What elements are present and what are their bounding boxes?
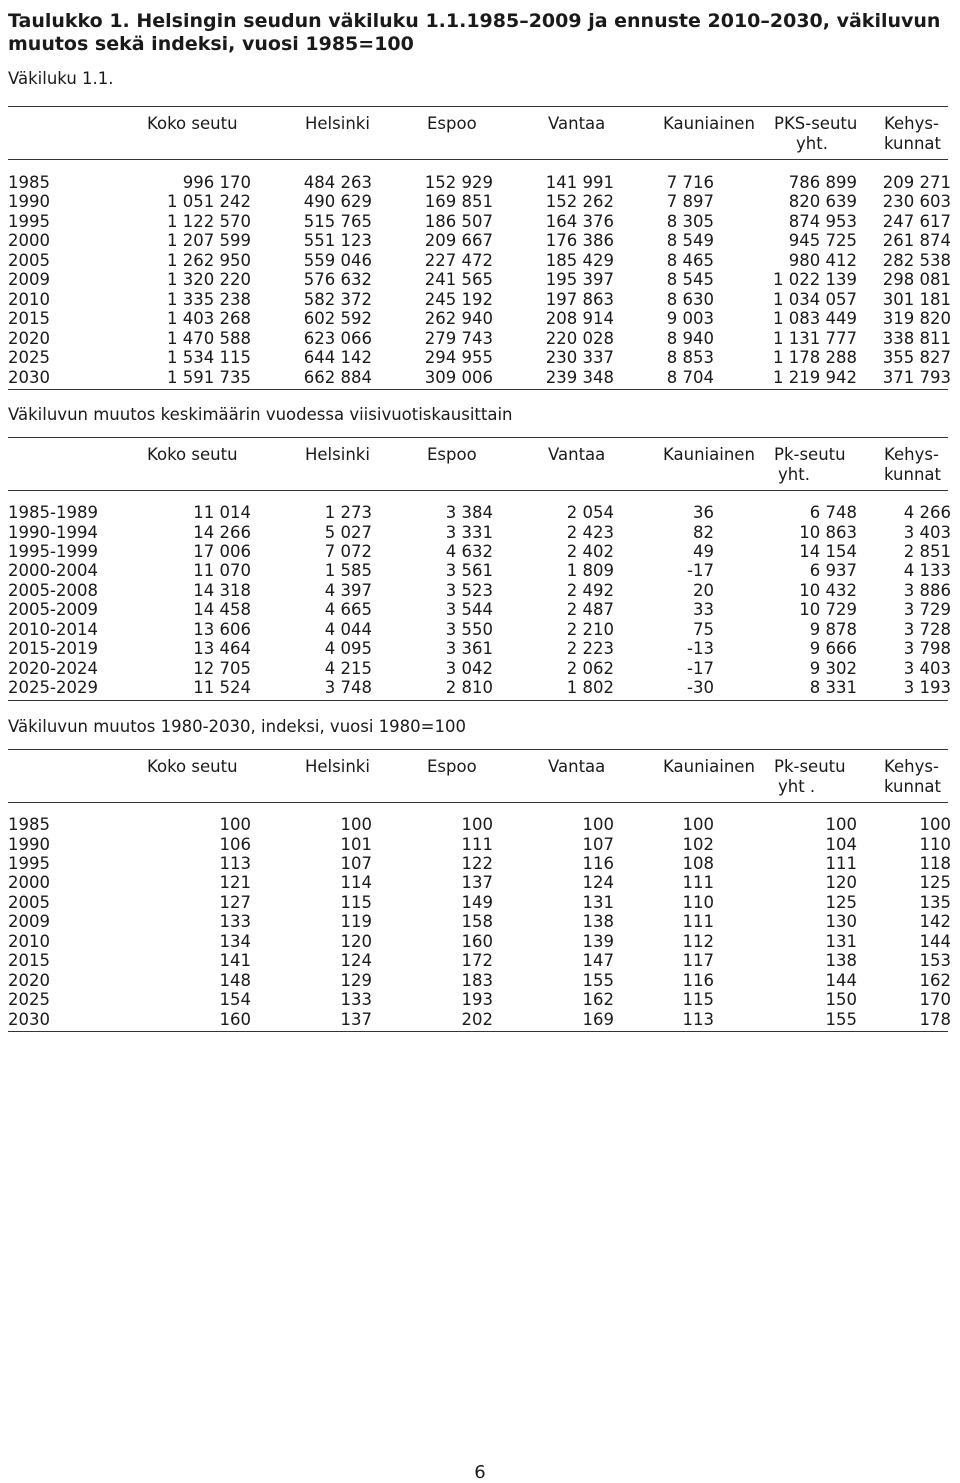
table-cell: 1 585 (324, 561, 372, 581)
table-cell: 82 (693, 522, 714, 542)
table-cell: 154 (219, 990, 251, 1009)
table-cell: 116 (582, 853, 614, 873)
table-cell: 155 (825, 1009, 857, 1029)
table-cell: 153 (919, 951, 951, 971)
table-top-rule (8, 106, 948, 107)
table-cell: 10 863 (799, 522, 857, 542)
row-label: 2015 (8, 309, 50, 329)
table-cell: 3 798 (903, 639, 951, 659)
table-cell: 8 940 (666, 328, 714, 348)
table-cell: 786 899 (788, 173, 857, 192)
table-top-rule (8, 749, 948, 750)
table-header-rule (8, 159, 948, 160)
table-cell: 4 266 (903, 503, 951, 522)
table-cell: 111 (682, 912, 714, 932)
table-cell: 208 914 (545, 309, 614, 329)
column-header: Koko seutu (147, 445, 238, 464)
table-cell: 150 (825, 990, 857, 1009)
row-label: 1985-1989 (8, 503, 98, 522)
table-cell: 6 748 (809, 503, 857, 522)
table-cell: 108 (682, 853, 714, 873)
table-cell: 282 538 (882, 250, 951, 270)
column-header: Kauniainen (663, 757, 755, 776)
table-cell: 294 955 (424, 348, 493, 367)
table-cell: 14 266 (193, 522, 251, 542)
table-cell: 662 884 (303, 367, 372, 387)
row-label: 1995-1999 (8, 541, 98, 561)
table-cell: 239 348 (545, 367, 614, 387)
table-cell: 152 262 (545, 192, 614, 212)
row-label: 2015-2019 (8, 639, 98, 659)
table-cell: 133 (340, 990, 372, 1009)
row-label: 2020 (8, 328, 50, 348)
table-cell: 162 (919, 970, 951, 990)
row-label: 2005 (8, 892, 50, 912)
table-caption: Väkiluku 1.1. (8, 69, 114, 88)
row-label: 2020-2024 (8, 658, 98, 678)
table-caption: Väkiluvun muutos 1980-2030, indeksi, vuosi 1980=100 (8, 717, 466, 736)
table-header-rule (8, 802, 948, 803)
row-label: 2010-2014 (8, 619, 98, 639)
table-cell: 9 003 (666, 309, 714, 329)
table-cell: 3 544 (445, 600, 493, 620)
column-header: Kehys- (884, 445, 939, 464)
table-cell: 33 (693, 600, 714, 620)
table-cell: 10 432 (799, 580, 857, 600)
table-cell: 130 (825, 912, 857, 932)
table-cell: 1 534 115 (167, 348, 251, 367)
row-label: 2000-2004 (8, 561, 98, 581)
table-bottom-rule (8, 389, 948, 390)
table-cell: 127 (219, 892, 251, 912)
table-cell: 2 851 (903, 541, 951, 561)
table-cell: 137 (340, 1009, 372, 1029)
table-cell: 3 561 (445, 561, 493, 581)
column-header-line2: yht. (796, 134, 828, 153)
table-cell: -17 (687, 561, 714, 581)
table-cell: 220 028 (545, 328, 614, 348)
table-cell: 1 051 242 (167, 192, 251, 212)
row-label: 2030 (8, 1009, 50, 1029)
table-cell: 9 666 (809, 639, 857, 659)
table-cell: 141 991 (545, 173, 614, 192)
column-header: Kehys- (884, 757, 939, 776)
table-cell: 209 667 (424, 231, 493, 251)
row-label: 1990 (8, 834, 50, 854)
table-cell: 623 066 (303, 328, 372, 348)
table-cell: 183 (461, 970, 493, 990)
table-cell: 158 (461, 912, 493, 932)
page-number: 6 (474, 1462, 486, 1483)
table-cell: 138 (582, 912, 614, 932)
table-cell: 119 (340, 912, 372, 932)
column-header-line2: yht. (778, 465, 810, 484)
column-header: Kauniainen (663, 114, 755, 133)
table-cell: 138 (825, 951, 857, 971)
table-top-rule (8, 437, 948, 438)
table-cell: 193 (461, 990, 493, 1009)
column-header: Pk-seutu (774, 445, 846, 464)
row-label: 2009 (8, 270, 50, 290)
table-cell: 7 897 (666, 192, 714, 212)
table-caption: Väkiluvun muutos keskimäärin vuodessa viisivuotiskausittain (8, 405, 513, 424)
table-cell: 2 423 (566, 522, 614, 542)
table-cell: 100 (919, 815, 951, 834)
table-cell: 1 122 570 (167, 211, 251, 231)
table-cell: 152 929 (424, 173, 493, 192)
table-cell: 820 639 (788, 192, 857, 212)
table-cell: 14 458 (193, 600, 251, 620)
table-cell: 298 081 (882, 270, 951, 290)
table-cell: 131 (582, 892, 614, 912)
column-header: Espoo (427, 445, 477, 464)
table-cell: 133 (219, 912, 251, 932)
table-cell: 1 207 599 (167, 231, 251, 251)
table-cell: 100 (340, 815, 372, 834)
table-cell: 3 748 (324, 678, 372, 697)
row-label: 2005 (8, 250, 50, 270)
table-cell: 8 545 (666, 270, 714, 290)
table-cell: 101 (340, 834, 372, 854)
table-cell: 144 (919, 931, 951, 951)
table-cell: 551 123 (303, 231, 372, 251)
table-cell: 4 095 (324, 639, 372, 659)
table-cell: 160 (461, 931, 493, 951)
row-label: 2030 (8, 367, 50, 387)
table-cell: 319 820 (882, 309, 951, 329)
table-cell: 582 372 (303, 289, 372, 309)
table-cell: 338 811 (882, 328, 951, 348)
table-cell: 8 853 (666, 348, 714, 367)
row-label: 2009 (8, 912, 50, 932)
table-cell: 135 (919, 892, 951, 912)
row-label: 2005-2008 (8, 580, 98, 600)
table-cell: 148 (219, 970, 251, 990)
table-cell: 279 743 (424, 328, 493, 348)
table-cell: 2 062 (566, 658, 614, 678)
table-cell: 36 (693, 503, 714, 522)
table-cell: 3 403 (903, 522, 951, 542)
table-cell: 3 523 (445, 580, 493, 600)
table-cell: 186 507 (424, 211, 493, 231)
table-cell: 1 034 057 (773, 289, 857, 309)
table-cell: 2 487 (566, 600, 614, 620)
table-cell: 118 (919, 853, 951, 873)
table-cell: 227 472 (424, 250, 493, 270)
column-header-line2: kunnat (884, 777, 942, 796)
table-cell: 209 271 (882, 173, 951, 192)
column-header: Pk-seutu (774, 757, 846, 776)
table-cell: 2 402 (566, 541, 614, 561)
table-cell: 107 (582, 834, 614, 854)
table-cell: 11 014 (193, 503, 251, 522)
table-cell: 169 851 (424, 192, 493, 212)
table-cell: 100 (461, 815, 493, 834)
table-cell: 107 (340, 853, 372, 873)
table-cell: 160 (219, 1009, 251, 1029)
table-cell: 1 262 950 (167, 250, 251, 270)
table-cell: 100 (682, 815, 714, 834)
table-cell: 996 170 (182, 173, 251, 192)
table-cell: 230 603 (882, 192, 951, 212)
table-cell: 1 403 268 (167, 309, 251, 329)
table-cell: 124 (582, 873, 614, 893)
table-cell: 515 765 (303, 211, 372, 231)
table-cell: 3 361 (445, 639, 493, 659)
table-cell: 11 070 (193, 561, 251, 581)
table-cell: 1 083 449 (773, 309, 857, 329)
column-header: Espoo (427, 757, 477, 776)
table-cell: 2 223 (566, 639, 614, 659)
column-header: Helsinki (305, 114, 370, 133)
row-label: 2015 (8, 951, 50, 971)
table-cell: 644 142 (303, 348, 372, 367)
table-cell: 106 (219, 834, 251, 854)
table-cell: 1 802 (566, 678, 614, 697)
table-cell: 245 192 (424, 289, 493, 309)
table-cell: -17 (687, 658, 714, 678)
table-cell: 2 492 (566, 580, 614, 600)
table-cell: 141 (219, 951, 251, 971)
table-cell: 4 044 (324, 619, 372, 639)
row-label: 2010 (8, 931, 50, 951)
column-header: Koko seutu (147, 757, 238, 776)
table-cell: 7 716 (666, 173, 714, 192)
table-cell: 8 549 (666, 231, 714, 251)
table-cell: 142 (919, 912, 951, 932)
table-cell: 162 (582, 990, 614, 1009)
table-cell: 195 397 (545, 270, 614, 290)
table-cell: 125 (825, 892, 857, 912)
table-bottom-rule (8, 700, 948, 701)
table-cell: 100 (825, 815, 857, 834)
table-cell: 197 863 (545, 289, 614, 309)
table-title: Taulukko 1. Helsingin seudun väkiluku 1.1.1985–2009 ja ennuste 2010–2030, väkiluvun muutos sekä indeksi, vuosi 1985=100 (8, 10, 941, 55)
table-cell: 20 (693, 580, 714, 600)
table-cell: 247 617 (882, 211, 951, 231)
table-cell: 4 632 (445, 541, 493, 561)
table-cell: 202 (461, 1009, 493, 1029)
table-cell: 12 705 (193, 658, 251, 678)
table-cell: 3 728 (903, 619, 951, 639)
table-cell: 1 219 942 (773, 367, 857, 387)
table-cell: 3 331 (445, 522, 493, 542)
row-label: 2025-2029 (8, 678, 98, 697)
column-header: Vantaa (548, 757, 606, 776)
table-cell: 355 827 (882, 348, 951, 367)
table-cell: 1 273 (324, 503, 372, 522)
table-cell: 164 376 (545, 211, 614, 231)
table-cell: 874 953 (788, 211, 857, 231)
table-cell: 170 (919, 990, 951, 1009)
row-label: 2000 (8, 873, 50, 893)
table-cell: 309 006 (424, 367, 493, 387)
table-cell: 14 154 (799, 541, 857, 561)
table-cell: 1 591 735 (167, 367, 251, 387)
row-label: 2010 (8, 289, 50, 309)
table-cell: 112 (682, 931, 714, 951)
table-cell: 155 (582, 970, 614, 990)
table-cell: 139 (582, 931, 614, 951)
row-label: 2005-2009 (8, 600, 98, 620)
table-cell: 134 (219, 931, 251, 951)
table-cell: 371 793 (882, 367, 951, 387)
table-cell: 137 (461, 873, 493, 893)
table-cell: 110 (682, 892, 714, 912)
table-cell: 3 403 (903, 658, 951, 678)
table-cell: 1 335 238 (167, 289, 251, 309)
row-label: 2000 (8, 231, 50, 251)
table-cell: 169 (582, 1009, 614, 1029)
table-cell: 129 (340, 970, 372, 990)
table-cell: 131 (825, 931, 857, 951)
table-cell: 3 550 (445, 619, 493, 639)
column-header: Kauniainen (663, 445, 755, 464)
table-cell: 4 133 (903, 561, 951, 581)
table-cell: 75 (693, 619, 714, 639)
table-cell: 100 (219, 815, 251, 834)
table-cell: 1 809 (566, 561, 614, 581)
column-header: Koko seutu (147, 114, 238, 133)
column-header-line2: yht . (778, 777, 816, 796)
table-cell: 8 305 (666, 211, 714, 231)
table-cell: 13 464 (193, 639, 251, 659)
column-header: Kehys- (884, 114, 939, 133)
table-cell: 945 725 (788, 231, 857, 251)
table-cell: 230 337 (545, 348, 614, 367)
table-cell: 10 729 (799, 600, 857, 620)
row-label: 1985 (8, 815, 50, 834)
table-bottom-rule (8, 1031, 948, 1032)
table-cell: 113 (682, 1009, 714, 1029)
column-header-line2: kunnat (884, 465, 942, 484)
row-label: 2025 (8, 990, 50, 1009)
table-cell: 8 331 (809, 678, 857, 697)
table-cell: 117 (682, 951, 714, 971)
table-cell: 100 (582, 815, 614, 834)
table-cell: 122 (461, 853, 493, 873)
table-cell: 144 (825, 970, 857, 990)
table-cell: -30 (687, 678, 714, 697)
table-cell: 115 (682, 990, 714, 1009)
table-cell: 115 (340, 892, 372, 912)
table-cell: 120 (825, 873, 857, 893)
table-cell: 176 386 (545, 231, 614, 251)
table-cell: 3 384 (445, 503, 493, 522)
table-cell: 576 632 (303, 270, 372, 290)
table-cell: 3 042 (445, 658, 493, 678)
row-label: 2025 (8, 348, 50, 367)
row-label: 2020 (8, 970, 50, 990)
table-cell: 14 318 (193, 580, 251, 600)
table-cell: 104 (825, 834, 857, 854)
table-cell: 114 (340, 873, 372, 893)
table-cell: 110 (919, 834, 951, 854)
table-cell: 11 524 (193, 678, 251, 697)
table-cell: 1 320 220 (167, 270, 251, 290)
table-cell: 1 022 139 (773, 270, 857, 290)
table-cell: 49 (693, 541, 714, 561)
table-cell: 116 (682, 970, 714, 990)
table-cell: 113 (219, 853, 251, 873)
table-cell: -13 (687, 639, 714, 659)
table-cell: 4 215 (324, 658, 372, 678)
table-cell: 1 470 588 (167, 328, 251, 348)
table-cell: 149 (461, 892, 493, 912)
table-cell: 602 592 (303, 309, 372, 329)
row-label: 1990-1994 (8, 522, 98, 542)
table-cell: 185 429 (545, 250, 614, 270)
table-cell: 8 465 (666, 250, 714, 270)
column-header: Vantaa (548, 114, 606, 133)
table-cell: 2 054 (566, 503, 614, 522)
table-cell: 484 263 (303, 173, 372, 192)
table-cell: 3 729 (903, 600, 951, 620)
table-cell: 17 006 (193, 541, 251, 561)
table-cell: 120 (340, 931, 372, 951)
table-cell: 8 704 (666, 367, 714, 387)
table-cell: 125 (919, 873, 951, 893)
table-cell: 124 (340, 951, 372, 971)
table-cell: 5 027 (324, 522, 372, 542)
table-cell: 111 (825, 853, 857, 873)
table-cell: 2 810 (445, 678, 493, 697)
table-cell: 178 (919, 1009, 951, 1029)
table-cell: 3 193 (903, 678, 951, 697)
row-label: 1990 (8, 192, 50, 212)
table-cell: 2 210 (566, 619, 614, 639)
table-cell: 9 878 (809, 619, 857, 639)
table-cell: 7 072 (324, 541, 372, 561)
table-cell: 3 886 (903, 580, 951, 600)
table-cell: 261 874 (882, 231, 951, 251)
table-cell: 4 665 (324, 600, 372, 620)
column-header: Helsinki (305, 757, 370, 776)
table-cell: 147 (582, 951, 614, 971)
table-cell: 980 412 (788, 250, 857, 270)
table-cell: 121 (219, 873, 251, 893)
column-header: Helsinki (305, 445, 370, 464)
table-cell: 8 630 (666, 289, 714, 309)
row-label: 1995 (8, 853, 50, 873)
row-label: 1985 (8, 173, 50, 192)
row-label: 1995 (8, 211, 50, 231)
table-cell: 172 (461, 951, 493, 971)
table-cell: 559 046 (303, 250, 372, 270)
table-cell: 111 (461, 834, 493, 854)
table-cell: 1 178 288 (773, 348, 857, 367)
column-header: Espoo (427, 114, 477, 133)
column-header-line2: kunnat (884, 134, 942, 153)
table-cell: 262 940 (424, 309, 493, 329)
table-cell: 13 606 (193, 619, 251, 639)
table-header-rule (8, 490, 948, 491)
table-cell: 241 565 (424, 270, 493, 290)
table-cell: 1 131 777 (773, 328, 857, 348)
table-cell: 102 (682, 834, 714, 854)
column-header: PKS-seutu (774, 114, 858, 133)
table-cell: 4 397 (324, 580, 372, 600)
table-cell: 301 181 (882, 289, 951, 309)
table-cell: 490 629 (303, 192, 372, 212)
table-cell: 9 302 (809, 658, 857, 678)
table-cell: 111 (682, 873, 714, 893)
table-cell: 6 937 (809, 561, 857, 581)
column-header: Vantaa (548, 445, 606, 464)
